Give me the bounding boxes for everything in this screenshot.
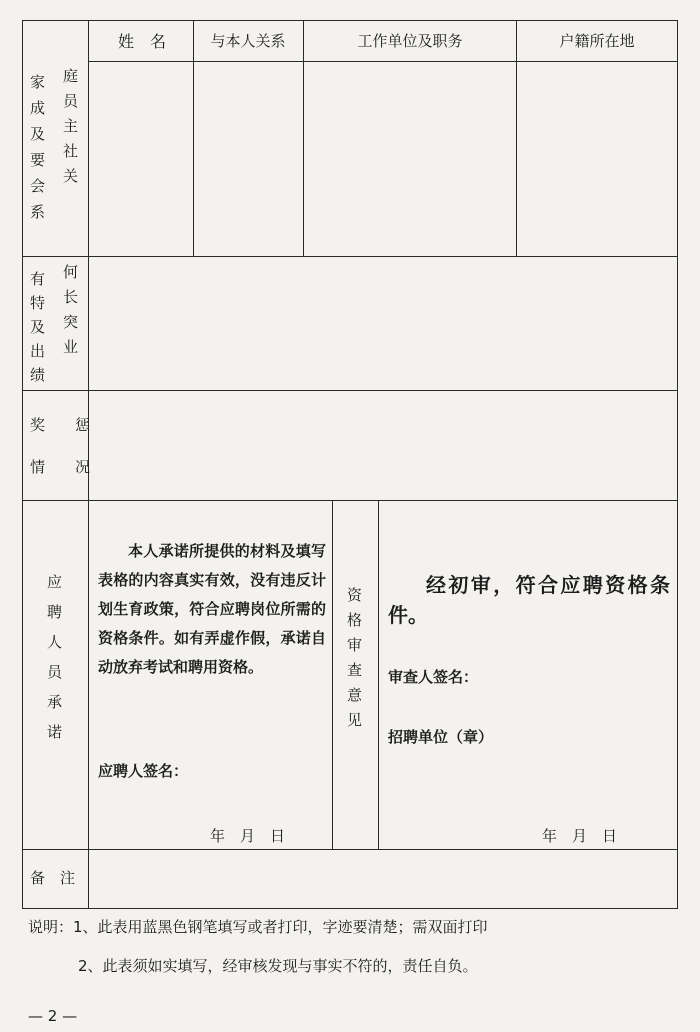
row-divider-family (22, 256, 678, 257)
label-family-left: 家 成 及 要 会 系 (30, 73, 46, 221)
pledge-date: 年 月 日 (210, 827, 286, 845)
row-divider-specialty (22, 390, 678, 391)
hiring-unit-seal-label: 招聘单位（章） (388, 728, 494, 746)
review-opinion: 经初审，符合应聘资格条件。 (388, 573, 670, 627)
table-border-left (22, 20, 23, 909)
note-2: 2、此表须如实填写，经审核发现与事实不符的，责任自负。 (78, 957, 478, 975)
header-name: 姓 名 (117, 32, 166, 51)
pledge-sign-label: 应聘人签名： (98, 762, 189, 780)
label-review: 资 格 审 查 意 见 (347, 586, 363, 729)
table-border-bottom (22, 908, 678, 909)
header-divider (88, 61, 678, 62)
label-awards-line1: 奖 惩 (30, 416, 91, 434)
review-label-right-divider (378, 500, 379, 850)
row-divider-awards (22, 500, 678, 501)
label-specialty-right: 何 长 突 业 (63, 263, 79, 356)
label-remarks: 备 注 (30, 869, 76, 887)
family-column-divider-1 (193, 20, 194, 257)
label-awards-line2: 情 况 (30, 458, 91, 476)
label-family-right: 庭 员 主 社 关 (63, 67, 79, 185)
reviewer-sign-label: 审查人签名： (388, 668, 479, 686)
note-1: 说明：1、此表用蓝黑色钢笔填写或者打印，字迹要清楚；需双面打印 (28, 918, 488, 936)
review-date: 年 月 日 (542, 827, 618, 845)
pledge-text: 本人承诺所提供的材料及填写表格的内容真实有效，没有违反计划生育政策，符合应聘岗位所需的资格条件。如有弄虚作假，承诺自动放弃考试和聘用资格。 (98, 542, 326, 676)
label-specialty-left: 有 特 及 出 绩 (30, 270, 46, 384)
page-number: — 2 — (28, 1007, 78, 1025)
family-column-divider-2 (303, 20, 304, 257)
row-divider-pledge (22, 849, 678, 850)
table-border-top (22, 20, 678, 21)
header-household: 户籍所在地 (559, 32, 635, 50)
review-label-left-divider (332, 500, 333, 850)
header-relation: 与本人关系 (210, 32, 286, 50)
header-work-unit: 工作单位及职务 (357, 32, 463, 50)
label-pledge: 应 聘 人 员 承 诺 (47, 573, 63, 741)
table-border-right (677, 20, 678, 909)
family-column-divider-3 (516, 20, 517, 257)
